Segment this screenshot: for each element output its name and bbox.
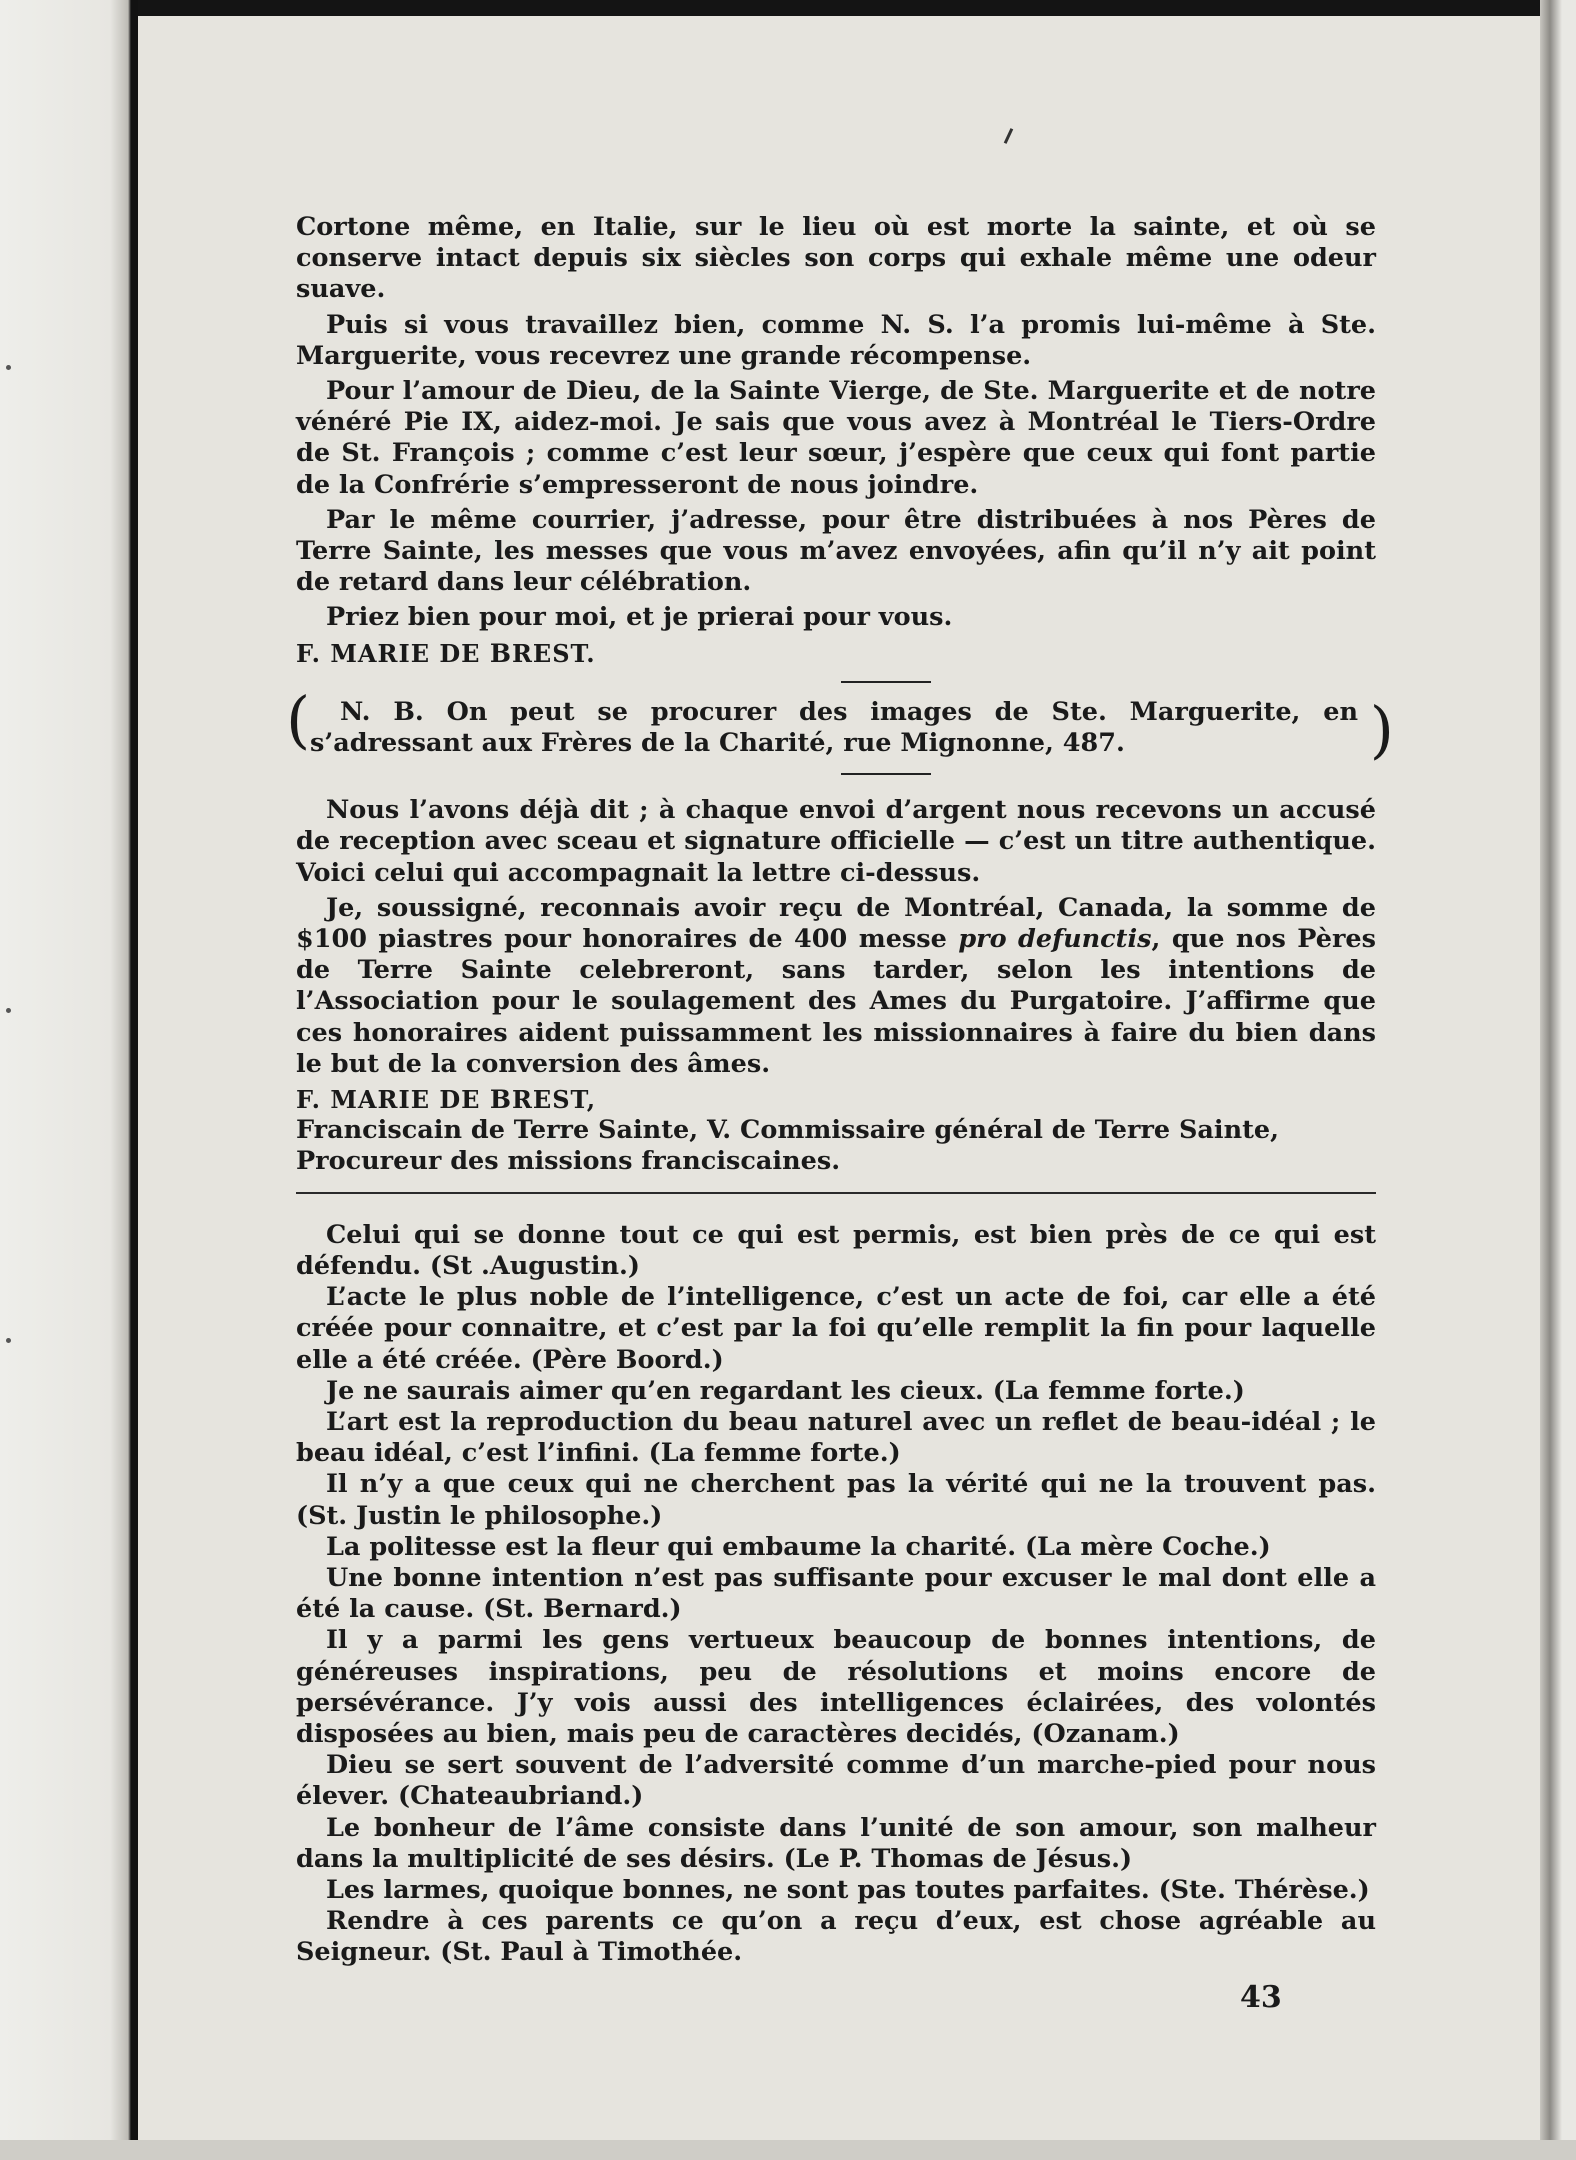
paragraph: Nous l’avons déjà dit ; à chaque envoi d’argent nous recevons un accusé de reception avec sceau et signature officielle — c’est un titre authentique. Voici celui qui accompagnait la lettre ci-dessus. [296,795,1376,888]
receipt-text: , que nos Pères de Terre Sainte celebreront, sans tarder, selon les intentions de l’Association pour le soulagement des Ames du Purgatoire. J’affirme que ces honoraires aident puissamment les missionnaires à faire du bien dans le but de la conversion des âmes. [296,924,1376,1079]
book-binding [0,0,138,2160]
quote: Dieu se sert souvent de l’adversité comme d’un marche-pied pour nous élever. (Chateaubriand.) [296,1750,1376,1812]
divider-rule [841,773,931,775]
page-bottom-edge [0,2140,1576,2160]
signature-smallcaps: REST, [511,1085,597,1115]
signature-smallcaps: ARIE DE [357,1085,490,1115]
page-top-edge [0,0,1576,16]
quote: Il n’y a que ceux qui ne cherchent pas la vérité qui ne la trouvent pas. (St. Justin le philosophe.) [296,1469,1376,1531]
signatory-title: Franciscain de Terre Sainte, V. Commissaire général de Terre Sainte, [296,1115,1280,1146]
divider-rule [841,681,931,683]
quote: Les larmes, quoique bonnes, ne sont pas toutes parfaites. (Ste. Thérèse.) [326,1874,1370,1905]
ink-mark [1004,128,1013,144]
paragraph: Priez bien pour moi, et je prierai pour vous. [326,602,953,633]
quote: Le bonheur de l’âme consiste dans l’unité de son amour, son malheur dans la multiplicité de ses désirs. (Le P. Thomas de Jésus.) [296,1812,1376,1874]
margin-dot [6,1008,11,1013]
page-text [286,212,1394,1969]
paragraph: Par le même courrier, j’adresse, pour être distribuées à nos Pères de Terre Sainte, les messes que vous m’avez envoyées, afin qu’il n’y ait point de retard dans leur célébration. [296,504,1376,598]
quote: La politesse est la fleur qui embaume la charité. (La mère Coche.) [326,1531,1271,1562]
signature-smallcaps: ARIE DE [357,638,490,668]
margin-dot [6,365,11,370]
signature [296,638,1376,669]
paragraph: Cortone même, en Italie, sur le lieu où est morte la sainte, et où se conserve intact depuis six siècles son corps qui exhale même une odeur suave. [296,212,1376,305]
quote: Rendre à ces parents ce qu’on a reçu d’eux, est chose agréable au Seigneur. (St. Paul à Timothée. [296,1906,1376,1968]
signature-smallcaps: REST. [511,638,596,668]
bracket-left: ( [286,682,311,756]
page-number: 43 [1240,1980,1282,2015]
nb-text: N. B. On peut se procurer des images de Ste. Marguerite, en s’adressant aux Frères de la Charité, rue Mignonne, 487. [310,696,1358,759]
paragraph: Pour l’amour de Dieu, de la Sainte Vierge, de Ste. Marguerite et de notre vénéré Pie IX, aidez-moi. Je sais que vous avez à Montréal le Tiers-Ordre de St. François ; comme c’est leur sœur, j’espère que ceux qui font partie de la Confrérie s’empresseront de nous joindre. [296,376,1376,500]
quote: Il y a parmi les gens vertueux beaucoup de bonnes intentions, de généreuses inspirations, peu de résolutions et moins encore de persévérance. J’y vois aussi des intelligences éclairées, des volontés disposées au bien, mais peu de caractères decidés, (Ozanam.) [296,1625,1376,1749]
signature-initial: F. M [296,638,358,668]
signature-initial: F. M [296,1085,358,1115]
bracket-right: ) [1369,692,1394,766]
receipt-italic: pro defunctis [958,924,1152,955]
receipt-paragraph [296,893,1376,1080]
paragraph: Puis si vous travaillez bien, comme N. S. l’a promis lui-même à Ste. Marguerite, vous recevrez une grande récompense. [296,309,1376,371]
receipt-text: Je, soussigné, reconnais avoir reçu de Montréal, Canada, la somme de $100 piastres pour honoraires de 400 messe [296,892,1376,955]
page-right-edge [1540,0,1576,2160]
quote: L’acte le plus noble de l’intelligence, c’est un acte de foi, car elle a été créée pour connaitre, et c’est par la foi qu’elle remplit la fin pour laquelle elle a été créée. (Père Boord.) [296,1282,1376,1375]
signature [296,1084,1376,1115]
signature-capital: B [489,638,512,668]
nb-note [286,682,1394,766]
quote: Je ne saurais aimer qu’en regardant les cieux. (La femme forte.) [326,1375,1245,1406]
quote: Une bonne intention n’est pas suffisante pour excuser le mal dont elle a été la cause. (St. Bernard.) [296,1562,1376,1625]
margin-dot [6,1338,11,1343]
divider-rule-long [296,1192,1376,1194]
quote: Celui qui se donne tout ce qui est permis, est bien près de ce qui est défendu. (St .Augustin.) [296,1219,1376,1281]
signature-capital: B [489,1085,512,1115]
quote: L’art est la reproduction du beau naturel avec un reflet de beau-idéal ; le beau idéal, c’est l’infini. (La femme forte.) [296,1406,1376,1469]
signatory-title: Procureur des missions franciscaines. [296,1146,841,1177]
